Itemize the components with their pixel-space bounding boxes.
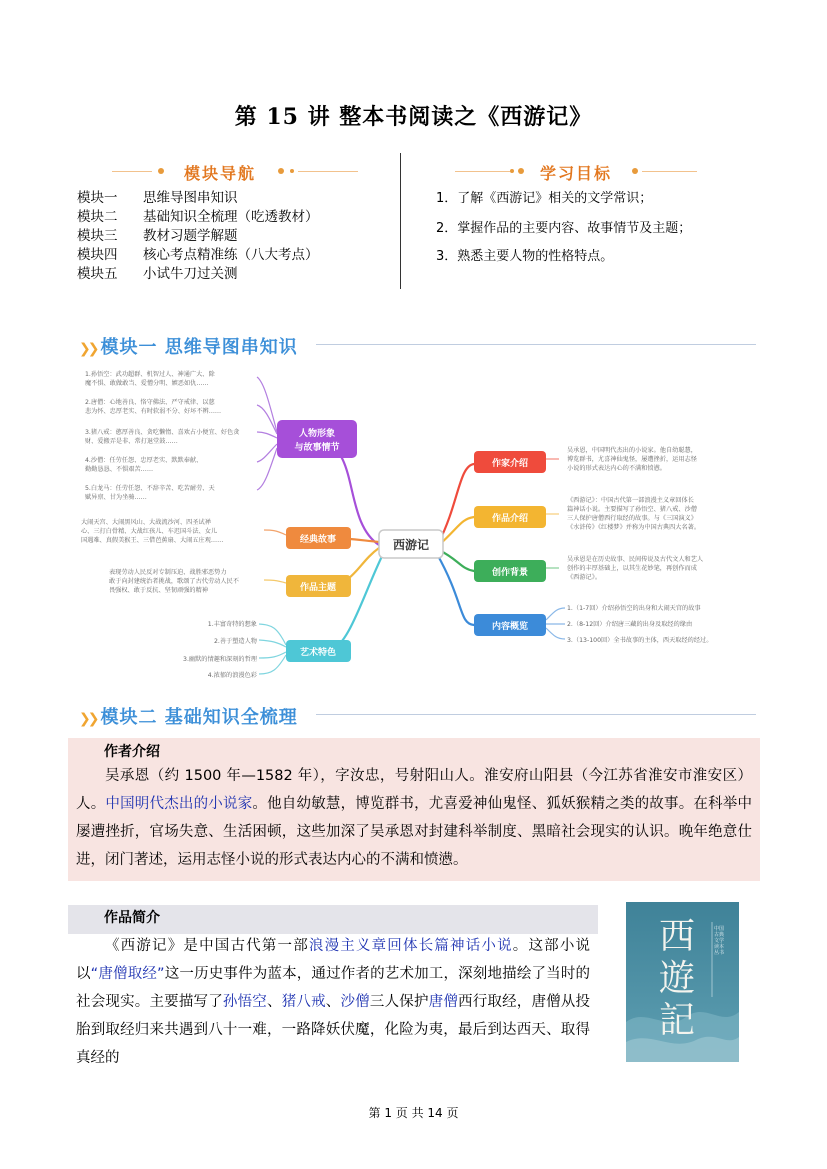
nav-header-dot <box>290 169 294 173</box>
mindmap-node-content-overview <box>474 614 546 636</box>
author-paragraph: 吴承恩（约 1500 年—1582 年），字汝忠，号射阳山人。淮安府山阳县（今江苏省淮安市淮安区）人。中国明代杰出的小说家。他自幼敏慧，博览群书，尤喜爱神仙鬼怪、狐妖猴精之类的故事。在科举中屡遭挫折，官场失意、生活困顿，这些加深了吴承恩对封建科举制度、黑暗社会现实的认识。晚年绝意仕进，闭门著述，运用志怪小说的形式表达内心的不满和愤懑。 <box>76 768 753 868</box>
mindmap-center-node <box>379 530 443 558</box>
svg-text:悲为怀、忠厚老实、有时软弱不分、好坏不辨……: 悲为怀、忠厚老实、有时软弱不分、好坏不辨…… <box>85 408 222 415</box>
nav-header-line-right <box>298 171 358 172</box>
mindmap-notes-characters <box>85 370 240 501</box>
svg-text:2.唐僧：心地善良、恪守佛法、严守戒律、以慈: 2.唐僧：心地善良、恪守佛法、严守戒律、以慈 <box>85 399 215 406</box>
nav-item[interactable]: 模块二 基础知识全梳理（吃透教材） <box>77 209 319 225</box>
mindmap-node-work-intro <box>474 506 546 528</box>
mindmap-node-characters <box>277 420 357 458</box>
objective-item: 3．熟悉主要人物的性格特点。 <box>436 249 614 264</box>
mindmap-node-artistic-features <box>286 640 351 662</box>
svg-text:3.猪八戒：憨厚善良、贪吃懒惰、喜欢占小便宜、好色贪: 3.猪八戒：憨厚善良、贪吃懒惰、喜欢占小便宜、好色贪 <box>85 429 240 436</box>
objectives-header-line-right <box>642 171 697 172</box>
mindmap-notes-art <box>183 620 258 679</box>
svg-text:吴承恩，中国明代杰出的小说家。他自幼聪慧，: 吴承恩，中国明代杰出的小说家。他自幼聪慧， <box>567 447 697 454</box>
author-box <box>68 738 760 881</box>
svg-text:赋异禀、甘为坐骑……: 赋异禀、甘为坐骑…… <box>85 494 147 501</box>
nav-item[interactable]: 模块四 核心考点精准练（八大考点） <box>77 247 319 263</box>
svg-text:1.丰富奇特的想象: 1.丰富奇特的想象 <box>207 621 257 628</box>
svg-text:内容概览: 内容概览 <box>491 622 529 632</box>
intro-paragraph: 《西游记》是中国古代第一部浪漫主义章回体长篇神话小说。这部小说以“唐僧取经”这一历史事件为蓝本，通过作者的艺术加工，深刻地描绘了当时的社会现实。主要描写了孙悟空、猪八戒、沙僧三人保护唐僧西行取经，唐僧从投胎到取经归来共遇到八十一难，一路降妖伏魔，化险为夷，最后到达西天、取得真经的 <box>76 938 591 1066</box>
book-cover-series: 中国古典文学读本丛书 <box>714 926 725 956</box>
mindmap-notes-work <box>567 496 700 531</box>
nav-header: 模块导航 <box>184 164 257 183</box>
objectives-header-line-left <box>455 171 510 172</box>
svg-text:《西游记》：中国古代第一部浪漫主义章回体长: 《西游记》：中国古代第一部浪漫主义章回体长 <box>567 497 694 504</box>
objectives-header-dot <box>518 168 524 174</box>
double-chevron-icon: ❯❯ <box>79 341 97 357</box>
svg-text:1.（1-7回）介绍孙悟空的出身和大闹天宫的故事: 1.（1-7回）介绍孙悟空的出身和大闹天宫的故事 <box>567 605 701 612</box>
mindmap-node-theme <box>286 575 351 597</box>
svg-text:4.沙僧：任劳任怨、忠厚老实、默默奉献、: 4.沙僧：任劳任怨、忠厚老实、默默奉献、 <box>85 457 203 464</box>
mind-map <box>79 362 759 680</box>
book-cover-title: 西遊記 <box>658 916 695 1041</box>
nav-item[interactable]: 模块三 教材习题学解题 <box>77 228 238 244</box>
page-title: 第 15 讲 整本书阅读之《西游记》 <box>234 104 593 130</box>
objectives-header: 学习目标 <box>540 164 613 183</box>
svg-text:作品主题: 作品主题 <box>299 583 337 593</box>
svg-text:创作的丰厚基础上，以其生花妙笔，再创作而成: 创作的丰厚基础上，以其生花妙笔，再创作而成 <box>567 565 697 572</box>
svg-text:西游记: 西游记 <box>392 538 430 552</box>
svg-text:吴承恩是在历史故事、民间传说及古代文人和艺人: 吴承恩是在历史故事、民间传说及古代文人和艺人 <box>567 556 704 563</box>
svg-text:《西游记》。: 《西游记》。 <box>567 574 602 581</box>
section-rule <box>316 714 756 715</box>
svg-text:魔不惧、敢做敢当、爱憎分明、嫉恶如仇……: 魔不惧、敢做敢当、爱憎分明、嫉恶如仇…… <box>85 380 209 387</box>
svg-text:畏强权、敢于反抗、坚韧顽强的精神: 畏强权、敢于反抗、坚韧顽强的精神 <box>109 587 208 594</box>
nav-item[interactable]: 模块一 思维导图串知识 <box>77 190 238 206</box>
svg-text:1.孙悟空：武功超群、机智过人、神通广大、除: 1.孙悟空：武功超群、机智过人、神通广大、除 <box>85 371 215 378</box>
svg-text:敢于向封建统治者挑战，歌颂了古代劳动人民不: 敢于向封建统治者挑战，歌颂了古代劳动人民不 <box>109 578 239 585</box>
svg-text:表现劳动人民反对专制压迫、战胜邪恶势力: 表现劳动人民反对专制压迫、战胜邪恶势力 <box>109 569 227 576</box>
svg-text:人物形象: 人物形象 <box>298 429 336 439</box>
nav-header-dot <box>278 168 284 174</box>
nav-header-line-left <box>112 171 152 172</box>
intro-header-bar <box>68 905 598 934</box>
svg-text:作家介绍: 作家介绍 <box>491 459 529 469</box>
nav-header-dot <box>158 168 164 174</box>
objective-item: 2．掌握作品的主要内容、故事情节及主题； <box>436 221 692 236</box>
book-cover-image <box>626 902 739 1062</box>
svg-text:与故事情节: 与故事情节 <box>294 443 340 453</box>
section-rule <box>316 344 756 345</box>
mindmap-node-author <box>474 451 546 473</box>
column-divider <box>400 153 401 289</box>
svg-text:小说的形式表达内心的不满和愤懑。: 小说的形式表达内心的不满和愤懑。 <box>567 465 666 472</box>
svg-text:艺术特色: 艺术特色 <box>299 648 337 658</box>
intro-header: 作品简介 <box>104 910 160 926</box>
svg-text:2.善于塑造人物: 2.善于塑造人物 <box>213 638 257 645</box>
svg-text:篇神话小说。主要描写了孙悟空、猪八戒、沙僧: 篇神话小说。主要描写了孙悟空、猪八戒、沙僧 <box>567 506 697 513</box>
mindmap-notes-theme <box>109 568 240 594</box>
objective-item: 1．了解《西游记》相关的文学常识； <box>436 191 653 206</box>
mindmap-node-background <box>474 560 546 582</box>
svg-text:3.幽默的情趣和深刻的哲理: 3.幽默的情趣和深刻的哲理 <box>183 656 257 663</box>
objectives-header-dot <box>510 169 514 173</box>
svg-text:5.白龙马：任劳任怨、不辞辛苦、吃苦耐劳、天: 5.白龙马：任劳任怨、不辞辛苦、吃苦耐劳、天 <box>85 485 215 492</box>
nav-item[interactable]: 模块五 小试牛刀过关测 <box>77 266 238 282</box>
svg-text:经典故事: 经典故事 <box>299 535 337 545</box>
author-header: 作者介绍 <box>104 744 160 760</box>
svg-text:博览群书，尤喜神仙鬼怪，屡遭挫折，运用志怪: 博览群书，尤喜神仙鬼怪，屡遭挫折，运用志怪 <box>567 456 697 463</box>
svg-text:大闹天宫、大闹黑风山、大战流沙河、四圣试禅: 大闹天宫、大闹黑风山、大战流沙河、四圣试禅 <box>81 519 211 526</box>
mindmap-notes-background <box>567 555 703 581</box>
double-chevron-icon: ❯❯ <box>79 711 97 727</box>
svg-text:3.（13-100回）全书故事的主体，西天取经的经过。: 3.（13-100回）全书故事的主体，西天取经的经过。 <box>567 637 713 644</box>
svg-text:心、三打白骨精、大战红孩儿、车迟国斗法、女儿: 心、三打白骨精、大战红孩儿、车迟国斗法、女儿 <box>81 528 218 535</box>
svg-text:《水浒传》《红楼梦》并称为中国古典四大名著。: 《水浒传》《红楼梦》并称为中国古典四大名著。 <box>567 524 701 531</box>
svg-text:作品介绍: 作品介绍 <box>491 514 529 524</box>
svg-text:勤勤恳恳、不惧艰苦……: 勤勤恳恳、不惧艰苦…… <box>85 466 154 473</box>
section-title-basics: ❯❯ 模块二 基础知识全梳理 <box>79 707 298 728</box>
svg-text:创作背景: 创作背景 <box>491 568 529 578</box>
svg-text:财、爱搬弄是非、常打退堂鼓……: 财、爱搬弄是非、常打退堂鼓…… <box>85 438 178 445</box>
author-highlight: 中国明代杰出的小说家 <box>105 796 253 812</box>
svg-text:2.（8-12回）介绍唐三藏的出身及取经的缘由: 2.（8-12回）介绍唐三藏的出身及取经的缘由 <box>567 621 693 628</box>
svg-text:三人保护唐僧西行取经的故事。与《三国演义》: 三人保护唐僧西行取经的故事。与《三国演义》 <box>567 515 697 522</box>
mindmap-notes-overview <box>567 604 712 644</box>
svg-text:4.浓郁的浪漫色彩: 4.浓郁的浪漫色彩 <box>207 672 257 679</box>
mindmap-notes-author <box>567 446 697 472</box>
objectives-header-dot <box>632 168 638 174</box>
mindmap-notes-stories <box>81 518 223 544</box>
section-title-mindmap: ❯❯ 模块一 思维导图串知识 <box>79 337 298 358</box>
page-footer: 第 1 页 共 14 页 <box>368 1106 459 1120</box>
svg-text:国遇难、真假美猴王、三借芭蕉扇、大闹五庄观……: 国遇难、真假美猴王、三借芭蕉扇、大闹五庄观…… <box>81 537 224 544</box>
mindmap-node-classic-stories <box>286 527 351 549</box>
